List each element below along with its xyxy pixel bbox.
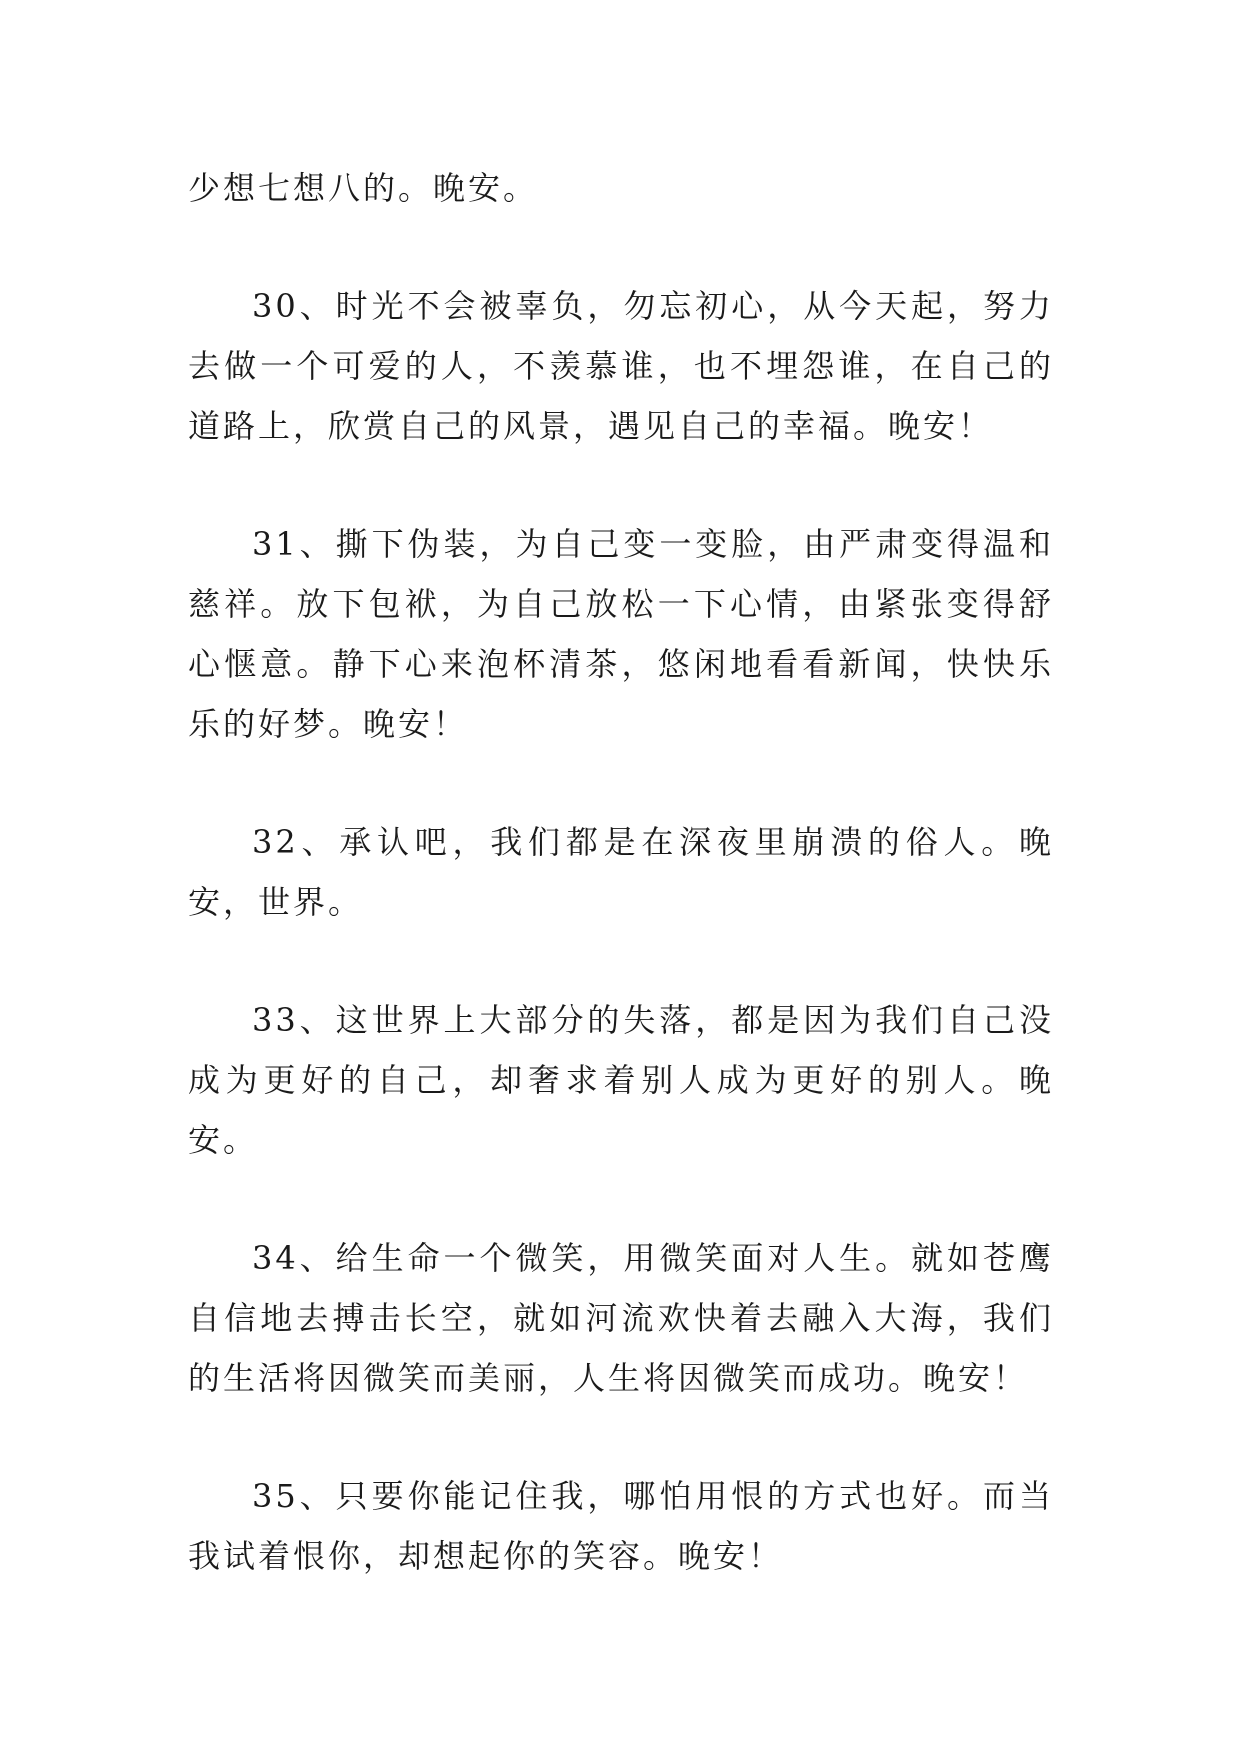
paragraph-32: 32、承认吧，我们都是在深夜里崩溃的俗人。晚安，世界。: [188, 823, 1054, 921]
paragraph-33: 33、这世界上大部分的失落，都是因为我们自己没成为更好的自己，却奢求着别人成为更好的别人。晚安。: [188, 1001, 1054, 1159]
paragraph-31: 31、撕下伪装，为自己变一变脸，由严肃变得温和慈祥。放下包袱，为自己放松一下心情，由紧张变得舒心惬意。静下心来泡杯清茶，悠闲地看看新闻，快快乐乐的好梦。晚安！: [188, 525, 1054, 743]
paragraph-34: 34、给生命一个微笑，用微笑面对人生。就如苍鹰自信地去搏击长空，就如河流欢快着去融入大海，我们的生活将因微笑而美丽，人生将因微笑而成功。晚安！: [188, 1239, 1054, 1397]
continuation-text: 少想七想八的。晚安。: [188, 169, 539, 207]
paragraph-30: 30、时光不会被辜负，勿忘初心，从今天起，努力去做一个可爱的人，不羡慕谁，也不埋怨谁，在自己的道路上，欣赏自己的风景，遇见自己的幸福。晚安！: [188, 287, 1054, 445]
paragraph-35: 35、只要你能记住我，哪怕用恨的方式也好。而当我试着恨你，却想起你的笑容。晚安！: [188, 1477, 1054, 1575]
document-body: [188, 158, 1054, 1644]
